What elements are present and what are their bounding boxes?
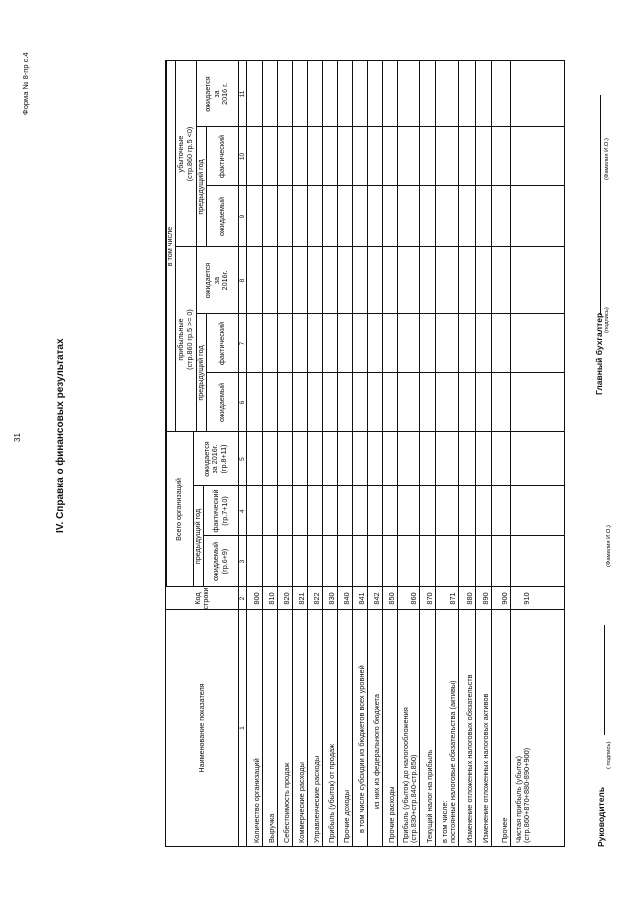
header-expected: ожидаемый (гр.6+9) <box>211 541 229 582</box>
row-code: 820 <box>282 592 291 605</box>
row-label: Текущий налог на прибыль <box>424 749 434 843</box>
row-label: Прочие доходы <box>341 789 351 843</box>
row-label: Выручка <box>266 813 276 843</box>
accountant-sign-caption: (подпись) <box>604 307 610 333</box>
head-sign-caption: ( подпись) <box>606 741 612 769</box>
row-code: 821 <box>297 592 306 605</box>
row-code: 870 <box>425 592 434 605</box>
header-profitable-expected: ожидаемый <box>216 382 226 423</box>
column-number: 5 <box>239 457 246 461</box>
row-code: 841 <box>357 592 366 605</box>
column-number: 11 <box>239 90 246 98</box>
row-label: из них из федерального бюджета <box>371 694 381 809</box>
head-name-caption: (Фамилия И.О.) <box>606 525 612 567</box>
row-code: 810 <box>267 592 276 605</box>
column-number: 2 <box>239 596 246 601</box>
column-number: 3 <box>239 559 246 564</box>
row-label: Себестоимость продаж <box>281 762 291 843</box>
row-label: Коммерческие расходы <box>296 762 306 843</box>
page-number: 31 <box>13 433 22 442</box>
head-title: Руководитель <box>596 786 606 847</box>
column-number: 6 <box>239 400 246 405</box>
header-profitable-expected-2016: ожидается за 2016г. <box>203 262 230 299</box>
column-number: 4 <box>239 509 246 513</box>
column-number: 1 <box>239 726 246 730</box>
header-unprofitable-expected: ожидаемый <box>216 196 226 237</box>
row-label: Изменение отложенных налоговых активов <box>480 693 490 843</box>
row-code: 850 <box>387 592 396 605</box>
row-code: 840 <box>342 592 351 605</box>
row-code: 800 <box>252 592 261 605</box>
row-label: в том числе субсидии из бюджетов всех уровней <box>356 665 366 833</box>
header-unprofitable-prev-year: предыдущий год <box>195 159 205 215</box>
row-code: 910 <box>522 592 531 605</box>
row-code: 860 <box>409 592 418 605</box>
header-prev-year: предыдущий год <box>192 508 202 565</box>
row-code: 842 <box>372 592 381 605</box>
row-label: Чистая прибыль (убыток) (стр.860+870+880-890+900) <box>513 747 531 843</box>
header-code: Код строки <box>192 587 210 610</box>
header-all-orgs: Всего организаций <box>174 478 184 541</box>
row-code: 890 <box>481 592 490 605</box>
row-label: Прибыль (убыток) от продаж <box>326 743 336 843</box>
header-profitable-actual: фактический <box>216 322 226 365</box>
row-code: 822 <box>312 592 321 605</box>
accountant-name-caption: (Фамилия И.О.) <box>604 138 610 180</box>
row-code: 880 <box>465 592 474 605</box>
row-label: Количество организаций <box>251 758 261 843</box>
financial-results-table <box>165 60 565 847</box>
row-label: в том числе: постоянные налоговые обязательства (активы) <box>439 680 457 843</box>
column-number: 10 <box>239 152 246 161</box>
header-in-that: в том числе <box>165 226 175 267</box>
header-actual: фактический (гр.7+10) <box>211 489 229 533</box>
accountant-title: Главный бухгалтер <box>594 312 604 395</box>
row-label: Прочие расходы <box>386 786 396 843</box>
page-title: IV. Справка о финансовых результатах <box>55 338 66 533</box>
row-label: Прочее <box>499 817 509 843</box>
header-name: Наименование показателя <box>196 683 206 773</box>
column-number: 9 <box>239 214 246 219</box>
row-label: Изменение отложенных налоговых обязательств <box>464 674 474 843</box>
row-label: Прибыль (убыток) до налогообложения (стр.830+стр.840-стр.850) <box>400 707 418 843</box>
form-label: Форма № 8-пр с.4 <box>21 52 30 115</box>
row-code: 830 <box>327 592 336 605</box>
column-number: 7 <box>239 341 246 346</box>
row-label: Управленческие расходы <box>311 755 321 843</box>
row-code: 900 <box>500 592 509 605</box>
header-unprofitable-expected-2016: ожидается за 2016 г. <box>203 76 230 112</box>
header-profitable: прибыльные (стр.860 гр.5 >= 0) <box>176 309 194 370</box>
column-number: 8 <box>239 278 246 283</box>
header-unprofitable: убыточные (стр.860 гр.5 <0) <box>176 126 194 182</box>
header-expected-2016: ожидается за 2016г. (гр.8+11) <box>201 441 228 477</box>
header-profitable-prev-year: предыдущий год <box>195 345 205 401</box>
header-unprofitable-actual: фактический <box>216 135 226 178</box>
row-code: 871 <box>448 592 457 605</box>
